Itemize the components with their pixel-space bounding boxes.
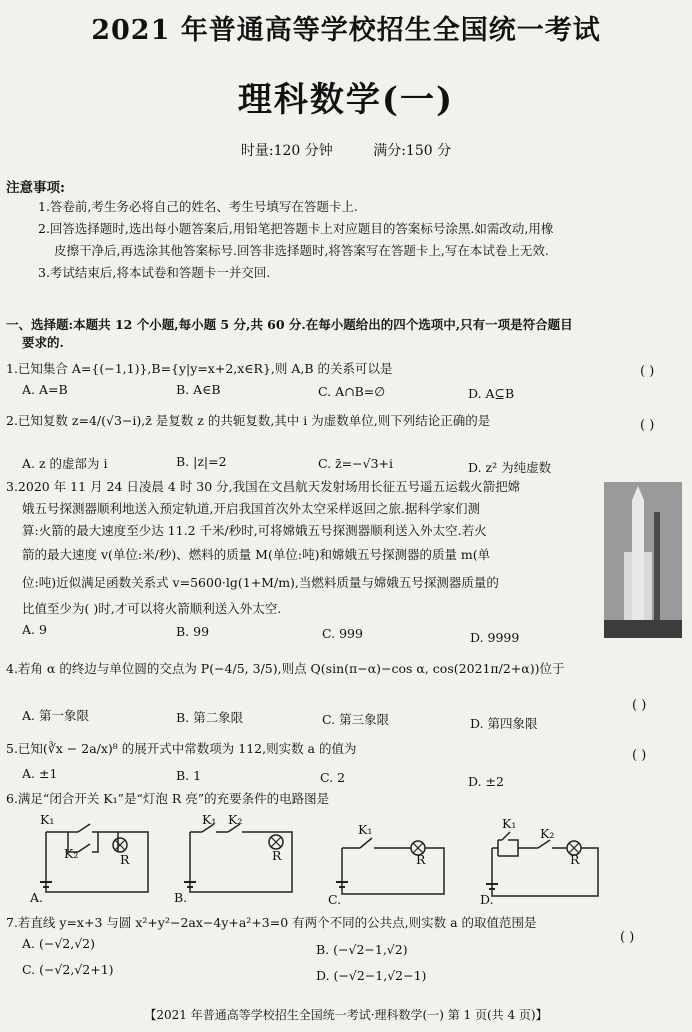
q7-option-a: A. (−√2,√2) [22,936,96,951]
note-2: 2.回答选择题时,选出每小题答案后,用铅笔把答题卡上对应题目的答案标号涂黑.如需改动,用橡 [38,221,554,236]
circuit-a-k2-label: K₂ [64,846,79,861]
section-heading: 一、选择题:本题共 12 个小题,每小题 5 分,共 60 分.在每小题给出的四个选项中,只有一项是符合题目 [6,317,573,332]
page-footer: 【2021 年普通高等学校招生全国统一考试·理科数学(一) 第 1 页(共 4 页)】 [144,1008,548,1022]
q2-option-d: D. z² 为纯虚数 [468,460,552,475]
q3-option-c: C. 999 [322,626,363,641]
q6-option-d: D. [480,892,494,907]
time-score-bar [0,140,692,160]
q3-line-3: 算:火箭的最大速度至少达 11.2 千米/秒时,可将嫦娥五号探测器顺利送入外太空.若火 [22,523,487,538]
circuit-b-k1-label: K₁ [202,812,217,827]
q1-stem: 1.已知集合 A={(−1,1)},B={y|y=x+2,x∈R},则 A,B 的关系可以是 [6,361,393,376]
q3-option-d: D. 9999 [470,630,520,645]
circuit-c-k1-label: K₁ [358,822,373,837]
q4-option-c: C. 第三象限 [322,712,390,727]
q4-stem: 4.若角 α 的终边与单位圆的交点为 P(−4/5, 3/5),则点 Q(sin(π−α)−cos α, cos(2021π/2+α))位于 [6,661,565,676]
q5-option-c: C. 2 [320,770,346,785]
q7-stem: 7.若直线 y=x+3 与圆 x²+y²−2ax−4y+a²+3=0 有两个不同的公共点,则实数 a 的取值范围是 [6,915,537,930]
rocket-launch-photo [604,482,682,638]
notes-heading: 注意事项: [6,180,65,196]
q1-option-b: B. A∈B [176,382,221,397]
q2-stem: 2.已知复数 z=4/(√3−i),z̄ 是复数 z 的共轭复数,其中 i 为虚数单位,则下列结论正确的是 [6,413,491,428]
q7-option-d: D. (−√2−1,√2−1) [316,968,427,983]
circuit-a-k1-label: K₁ [40,812,55,827]
q1-option-d: D. A⊆B [468,386,515,401]
note-2-cont: 皮擦干净后,再选涂其他答案标号.回答非选择题时,将答案写在答题卡上,写在本试卷上无效. [54,243,549,258]
q7-answer-paren: ( ) [620,930,635,945]
q6-option-b: B. [174,890,188,905]
circuit-c-r-label: R [416,852,426,867]
q3-line-1: 3.2020 年 11 月 24 日凌晨 4 时 30 分,我国在文昌航天发射场用长征五号遥五运载火箭把嫦 [6,479,521,494]
exam-subtitle: 理科数学(一) [237,80,455,120]
q5-answer-paren: ( ) [632,748,647,763]
q6-option-c: C. [328,892,342,907]
q6-option-a: A. [30,890,44,905]
circuit-d-r-label: R [570,852,580,867]
q2-option-b: B. |z|=2 [176,454,227,469]
q4-option-d: D. 第四象限 [470,716,538,731]
circuit-diagram-c [324,812,474,908]
circuit-diagram-b [172,812,322,908]
q6-stem: 6.满足“闭合开关 K₁”是“灯泡 R 亮”的充要条件的电路图是 [6,791,330,806]
q5-stem: 5.已知(∛x − 2a/x)⁸ 的展开式中常数项为 112,则实数 a 的值为 [6,741,357,756]
circuit-b-k2-label: K₂ [228,812,243,827]
q1-option-a: A. A=B [22,382,68,397]
q5-option-d: D. ±2 [468,774,504,789]
q7-option-b: B. (−√2−1,√2) [316,942,408,957]
q1-option-c: C. A∩B=∅ [318,384,386,399]
time-limit: 时量:120 分钟 [240,143,333,159]
q7-option-c: C. (−√2,√2+1) [22,962,114,977]
q3-line-2: 娥五号探测器顺利地送入预定轨道,开启我国首次外太空采样返回之旅.据科学家们测 [22,501,480,516]
q3-option-b: B. 99 [176,624,210,639]
q2-option-a: A. z 的虚部为 i [22,456,108,471]
circuit-d-k1-label: K₁ [502,816,517,831]
q3-line-6: 比值至少为( )时,才可以将火箭顺利送入外太空. [22,601,282,616]
q4-option-a: A. 第一象限 [22,708,89,723]
q5-option-a: A. ±1 [22,766,58,781]
full-score: 满分:150 分 [373,143,452,159]
q2-option-c: C. z̄=−√3+i [318,456,393,471]
note-1: 1.答卷前,考生务必将自己的姓名、考生号填写在答题卡上. [38,199,358,214]
q4-option-b: B. 第二象限 [176,710,244,725]
q3-line-5: 位:吨)近似满足函数关系式 v=5600·lg(1+M/m),当燃料质量与嫦娥五号探测器质量的 [22,575,499,590]
note-3: 3.考试结束后,将本试卷和答题卡一并交回. [38,265,271,280]
exam-title: 2021 年普通高等学校招生全国统一考试 [91,15,601,46]
circuit-d-k2-label: K₂ [540,826,555,841]
q4-answer-paren: ( ) [632,698,647,713]
circuit-b-r-label: R [272,848,282,863]
q3-option-a: A. 9 [22,622,47,637]
q1-answer-paren: ( ) [640,364,655,379]
q3-line-4: 箭的最大速度 v(单位:米/秒)、燃料的质量 M(单位:吨)和嫦娥五号探测器的质量 m(单 [22,547,491,562]
section-heading-cont: 要求的. [22,335,64,350]
q2-answer-paren: ( ) [640,418,655,433]
q5-option-b: B. 1 [176,768,202,783]
circuit-a-r-label: R [120,852,130,867]
